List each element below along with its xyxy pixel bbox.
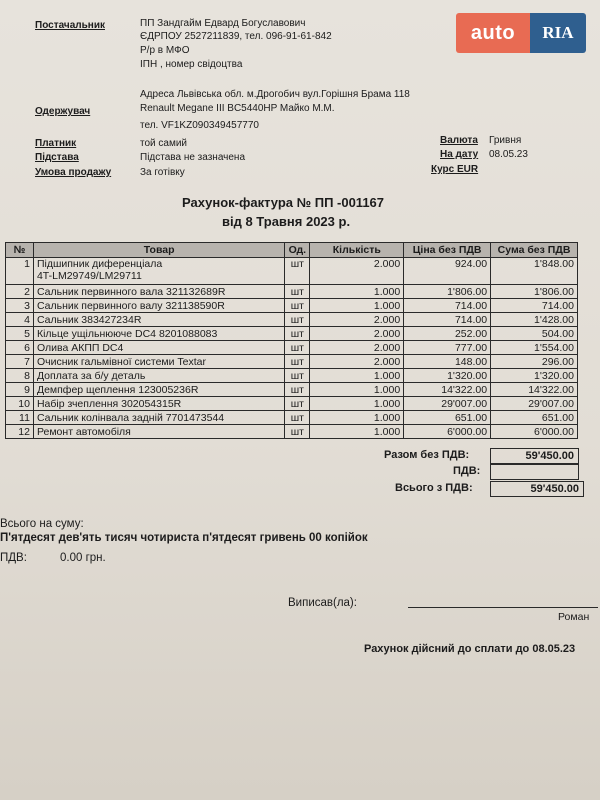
row-number: 3 bbox=[6, 299, 34, 313]
vat-total-label: ПДВ: bbox=[453, 465, 481, 477]
table-row bbox=[6, 258, 578, 285]
table-header-row bbox=[6, 243, 578, 258]
logo-auto-text: auto bbox=[456, 13, 530, 53]
row-price: 252.00 bbox=[404, 327, 491, 341]
row-number: 7 bbox=[6, 355, 34, 369]
row-number: 1 bbox=[6, 258, 34, 285]
row-sum: 1'806.00 bbox=[491, 285, 578, 299]
row-qty: 1.000 bbox=[310, 397, 404, 411]
row-item-name: Кільце ущільнююче DC4 8201088083 bbox=[33, 327, 284, 341]
supplier-address: Адреса Львівська обл. м.Дрогобич вул.Горішня Брама 118 bbox=[140, 89, 410, 100]
items-table-body bbox=[6, 258, 578, 439]
row-price: 29'007.00 bbox=[404, 397, 491, 411]
row-item-name: Ремонт автомобіля bbox=[33, 425, 284, 439]
row-sum: 6'000.00 bbox=[491, 425, 578, 439]
invoice-date: від 8 Травня 2023 р. bbox=[222, 214, 351, 229]
row-number: 2 bbox=[6, 285, 34, 299]
row-item-name: Набір зчеплення 302054315R bbox=[33, 397, 284, 411]
row-number: 8 bbox=[6, 369, 34, 383]
row-price: 714.00 bbox=[404, 299, 491, 313]
recipient-label: Одержувач bbox=[35, 106, 91, 117]
row-sum: 1'428.00 bbox=[491, 313, 578, 327]
row-item-name: Підшипник диференціала 4T-LM29749/LM29711 bbox=[33, 258, 284, 285]
supplier-label: Постачальник bbox=[35, 20, 105, 31]
row-number: 5 bbox=[6, 327, 34, 341]
row-qty: 2.000 bbox=[310, 258, 404, 285]
gross-total-label: Всього з ПДВ: bbox=[395, 482, 473, 494]
row-item-name: Сальник первинного валу 321138590R bbox=[33, 299, 284, 313]
supplier-line-1: ПП Зандгайм Едвард Богуславович bbox=[140, 18, 306, 29]
terms-label: Умова продажу bbox=[35, 167, 112, 178]
row-sum: 1'848.00 bbox=[491, 258, 578, 285]
items-table bbox=[5, 242, 578, 439]
supplier-line-4: ІПН , номер свідоцтва bbox=[140, 59, 243, 70]
net-total-label: Разом без ПДВ: bbox=[384, 449, 470, 461]
recipient-line-2: тел. VF1KZ090349457770 bbox=[140, 120, 259, 131]
table-row bbox=[6, 327, 578, 341]
net-total-value: 59'450.00 bbox=[490, 448, 579, 464]
row-qty: 1.000 bbox=[310, 383, 404, 397]
currency-value: Гривня bbox=[489, 135, 522, 146]
table-row bbox=[6, 369, 578, 383]
row-price: 651.00 bbox=[404, 411, 491, 425]
row-unit: шт bbox=[285, 258, 310, 285]
basis-value: Підстава не зазначена bbox=[140, 152, 246, 163]
table-row bbox=[6, 411, 578, 425]
row-sum: 14'322.00 bbox=[491, 383, 578, 397]
date-value: 08.05.23 bbox=[489, 149, 528, 160]
autoria-logo bbox=[456, 12, 588, 54]
row-unit: шт bbox=[285, 369, 310, 383]
row-qty: 1.000 bbox=[310, 425, 404, 439]
supplier-line-2: ЄДРПОУ 2527211839, тел. 096-91-61-842 bbox=[140, 31, 332, 42]
row-unit: шт bbox=[285, 341, 310, 355]
col-header-price: Ціна без ПДВ bbox=[404, 243, 491, 258]
valid-until: Рахунок дійсний до сплати до 08.05.23 bbox=[364, 643, 576, 655]
row-price: 14'322.00 bbox=[404, 383, 491, 397]
row-qty: 1.000 bbox=[310, 411, 404, 425]
row-sum: 504.00 bbox=[491, 327, 578, 341]
table-row bbox=[6, 299, 578, 313]
row-price: 714.00 bbox=[404, 313, 491, 327]
row-sum: 29'007.00 bbox=[491, 397, 578, 411]
summary-vat-label: ПДВ: bbox=[0, 552, 27, 564]
row-qty: 2.000 bbox=[310, 327, 404, 341]
issued-by-label: Виписав(ла): bbox=[288, 597, 357, 609]
payer-label: Платник bbox=[35, 138, 77, 149]
row-unit: шт bbox=[285, 383, 310, 397]
table-row bbox=[6, 285, 578, 299]
row-item-name: Олива АКПП DC4 bbox=[33, 341, 284, 355]
vat-total-value bbox=[490, 464, 579, 480]
row-qty: 2.000 bbox=[310, 341, 404, 355]
row-price: 6'000.00 bbox=[404, 425, 491, 439]
row-qty: 1.000 bbox=[310, 299, 404, 313]
row-price: 924.00 bbox=[404, 258, 491, 285]
row-sum: 296.00 bbox=[491, 355, 578, 369]
col-header-qty: Кількість bbox=[310, 243, 404, 258]
row-unit: шт bbox=[285, 355, 310, 369]
row-sum: 1'320.00 bbox=[491, 369, 578, 383]
row-number: 6 bbox=[6, 341, 34, 355]
row-unit: шт bbox=[285, 285, 310, 299]
row-unit: шт bbox=[285, 425, 310, 439]
supplier-line-3: Р/р в МФО bbox=[140, 45, 190, 56]
terms-value: За готівку bbox=[140, 167, 185, 178]
col-header-unit: Од. bbox=[285, 243, 310, 258]
sum-in-words: П'ятдесят дев'ять тисяч чотириста п'ятдесят гривень 00 копійок bbox=[0, 532, 368, 544]
col-header-item: Товар bbox=[33, 243, 284, 258]
rate-label: Курс EUR bbox=[431, 164, 479, 175]
gross-total-value: 59'450.00 bbox=[490, 481, 584, 497]
date-label: На дату bbox=[440, 149, 479, 160]
row-number: 9 bbox=[6, 383, 34, 397]
row-item-name: Сальник колінвала задній 7701473544 bbox=[33, 411, 284, 425]
row-sum: 651.00 bbox=[491, 411, 578, 425]
row-sum: 1'554.00 bbox=[491, 341, 578, 355]
row-item-name: Сальник 383427234R bbox=[33, 313, 284, 327]
row-number: 4 bbox=[6, 313, 34, 327]
currency-label: Валюта bbox=[440, 135, 478, 146]
logo-ria-text: RIA bbox=[530, 13, 586, 53]
row-unit: шт bbox=[285, 397, 310, 411]
row-number: 12 bbox=[6, 425, 34, 439]
table-row bbox=[6, 341, 578, 355]
row-unit: шт bbox=[285, 411, 310, 425]
row-number: 10 bbox=[6, 397, 34, 411]
row-price: 777.00 bbox=[404, 341, 491, 355]
row-qty: 1.000 bbox=[310, 285, 404, 299]
signature-line bbox=[408, 607, 598, 608]
row-unit: шт bbox=[285, 299, 310, 313]
row-item-name: Демпфер щеплення 123005236R bbox=[33, 383, 284, 397]
row-number: 11 bbox=[6, 411, 34, 425]
row-qty: 2.000 bbox=[310, 355, 404, 369]
col-header-number: № bbox=[6, 243, 34, 258]
row-item-name: Сальник первинного вала 321132689R bbox=[33, 285, 284, 299]
sum-label: Всього на суму: bbox=[0, 518, 84, 530]
row-item-name: Очисник гальмівної системи Textar bbox=[33, 355, 284, 369]
summary-vat-value: 0.00 грн. bbox=[60, 552, 106, 564]
table-row bbox=[6, 425, 578, 439]
row-price: 1'320.00 bbox=[404, 369, 491, 383]
table-row bbox=[6, 313, 578, 327]
row-sum: 714.00 bbox=[491, 299, 578, 313]
table-row bbox=[6, 383, 578, 397]
row-qty: 2.000 bbox=[310, 313, 404, 327]
row-unit: шт bbox=[285, 313, 310, 327]
row-item-name: Доплата за б/у деталь bbox=[33, 369, 284, 383]
basis-label: Підстава bbox=[35, 152, 79, 163]
payer-value: той самий bbox=[140, 138, 188, 149]
col-header-sum: Сума без ПДВ bbox=[491, 243, 578, 258]
recipient-line-1: Renault Megane III BC5440HP Майко М.М. bbox=[140, 103, 335, 114]
row-unit: шт bbox=[285, 327, 310, 341]
invoice-title: Рахунок-фактура № ПП -001167 bbox=[182, 195, 385, 210]
row-price: 148.00 bbox=[404, 355, 491, 369]
row-price: 1'806.00 bbox=[404, 285, 491, 299]
table-row bbox=[6, 355, 578, 369]
table-row bbox=[6, 397, 578, 411]
row-qty: 1.000 bbox=[310, 369, 404, 383]
issued-by-name: Роман bbox=[558, 611, 590, 623]
